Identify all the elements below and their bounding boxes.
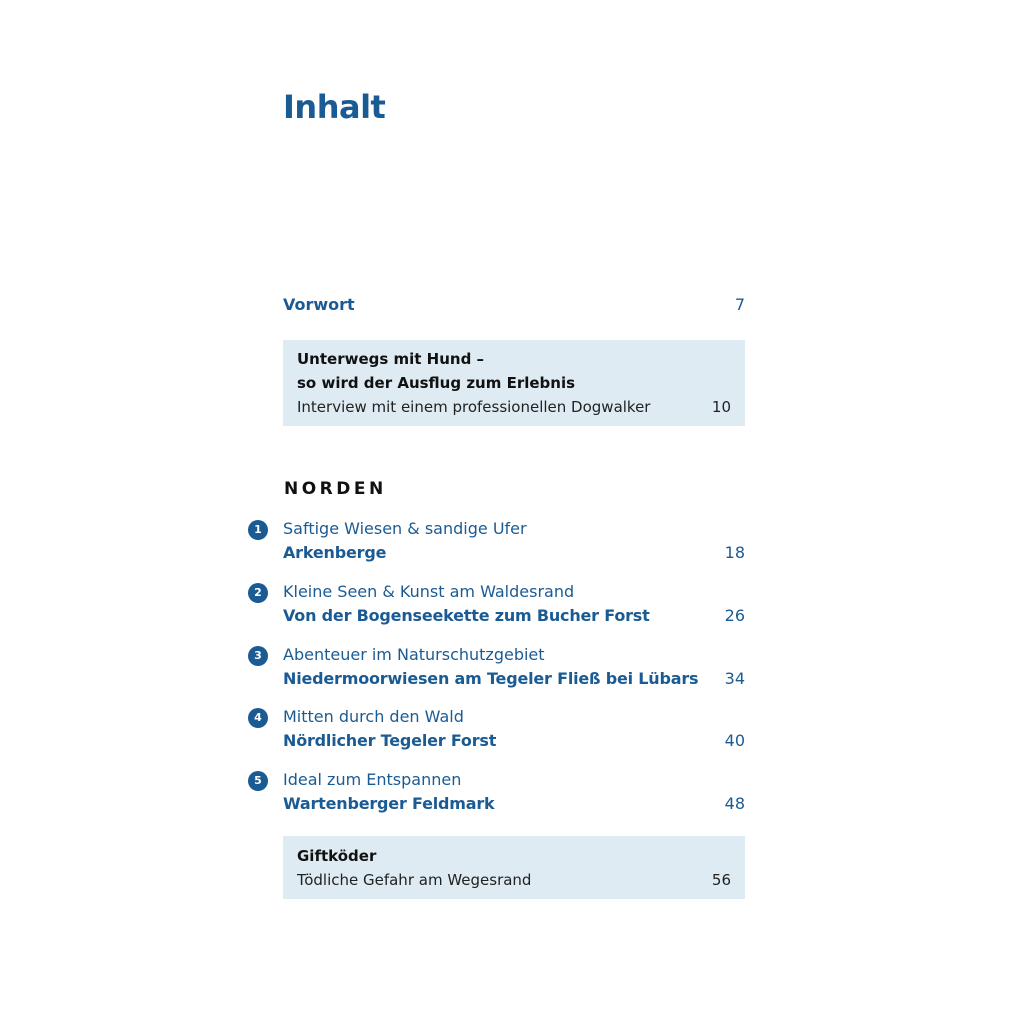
feature-box-page-number: 56 bbox=[711, 871, 731, 889]
entry-page-number: 34 bbox=[724, 669, 745, 688]
feature-box-title-line1: Unterwegs mit Hund – bbox=[297, 350, 485, 368]
toc-entry[interactable] bbox=[248, 768, 745, 820]
entry-subtitle: Kleine Seen & Kunst am Waldesrand bbox=[283, 582, 575, 601]
toc-entry[interactable] bbox=[248, 705, 745, 757]
entry-subtitle: Abenteuer im Naturschutzgebiet bbox=[283, 645, 545, 664]
feature-box-title: Giftköder bbox=[297, 847, 377, 865]
feature-box-subtitle: Interview mit einem professionellen Dogwalker bbox=[297, 398, 651, 416]
entry-page-number: 18 bbox=[724, 543, 745, 562]
toc-entry[interactable] bbox=[248, 643, 745, 695]
entry-page-number: 26 bbox=[724, 606, 745, 625]
entry-title: Arkenberge bbox=[283, 543, 387, 562]
route-number-badge: 2 bbox=[248, 583, 268, 603]
entry-subtitle: Ideal zum Entspannen bbox=[283, 770, 462, 789]
route-number-badge: 1 bbox=[248, 520, 268, 540]
route-number-badge: 5 bbox=[248, 771, 268, 791]
entry-subtitle: Saftige Wiesen & sandige Ufer bbox=[283, 519, 527, 538]
entry-title: Von der Bogenseekette zum Bucher Forst bbox=[283, 606, 650, 625]
route-number-badge: 3 bbox=[248, 646, 268, 666]
entry-title: Wartenberger Feldmark bbox=[283, 794, 495, 813]
toc-entry-vorwort[interactable] bbox=[283, 294, 745, 316]
route-number-badge: 4 bbox=[248, 708, 268, 728]
feature-box-subtitle-row bbox=[297, 868, 731, 892]
entry-subtitle: Mitten durch den Wald bbox=[283, 707, 464, 726]
entry-page-number: 48 bbox=[724, 794, 745, 813]
page-title: Inhalt bbox=[283, 88, 386, 126]
feature-box-subtitle: Tödliche Gefahr am Wegesrand bbox=[297, 871, 532, 889]
feature-box-giftkoeder[interactable] bbox=[283, 836, 745, 899]
entry-title: Niedermoorwiesen am Tegeler Fließ bei Lübars bbox=[283, 669, 699, 688]
feature-box-title-line2: so wird der Ausflug zum Erlebnis bbox=[297, 374, 576, 392]
feature-box-page-number: 10 bbox=[711, 398, 731, 416]
vorwort-page-number: 7 bbox=[734, 295, 745, 314]
feature-box-unterwegs[interactable] bbox=[283, 340, 745, 426]
toc-entry[interactable] bbox=[248, 517, 745, 569]
entry-page-number: 40 bbox=[724, 731, 745, 750]
toc-entry[interactable] bbox=[248, 580, 745, 632]
entry-title: Nördlicher Tegeler Forst bbox=[283, 731, 497, 750]
section-heading-norden: NORDEN bbox=[284, 479, 387, 499]
vorwort-label: Vorwort bbox=[283, 295, 355, 314]
feature-box-subtitle-row bbox=[297, 395, 731, 419]
